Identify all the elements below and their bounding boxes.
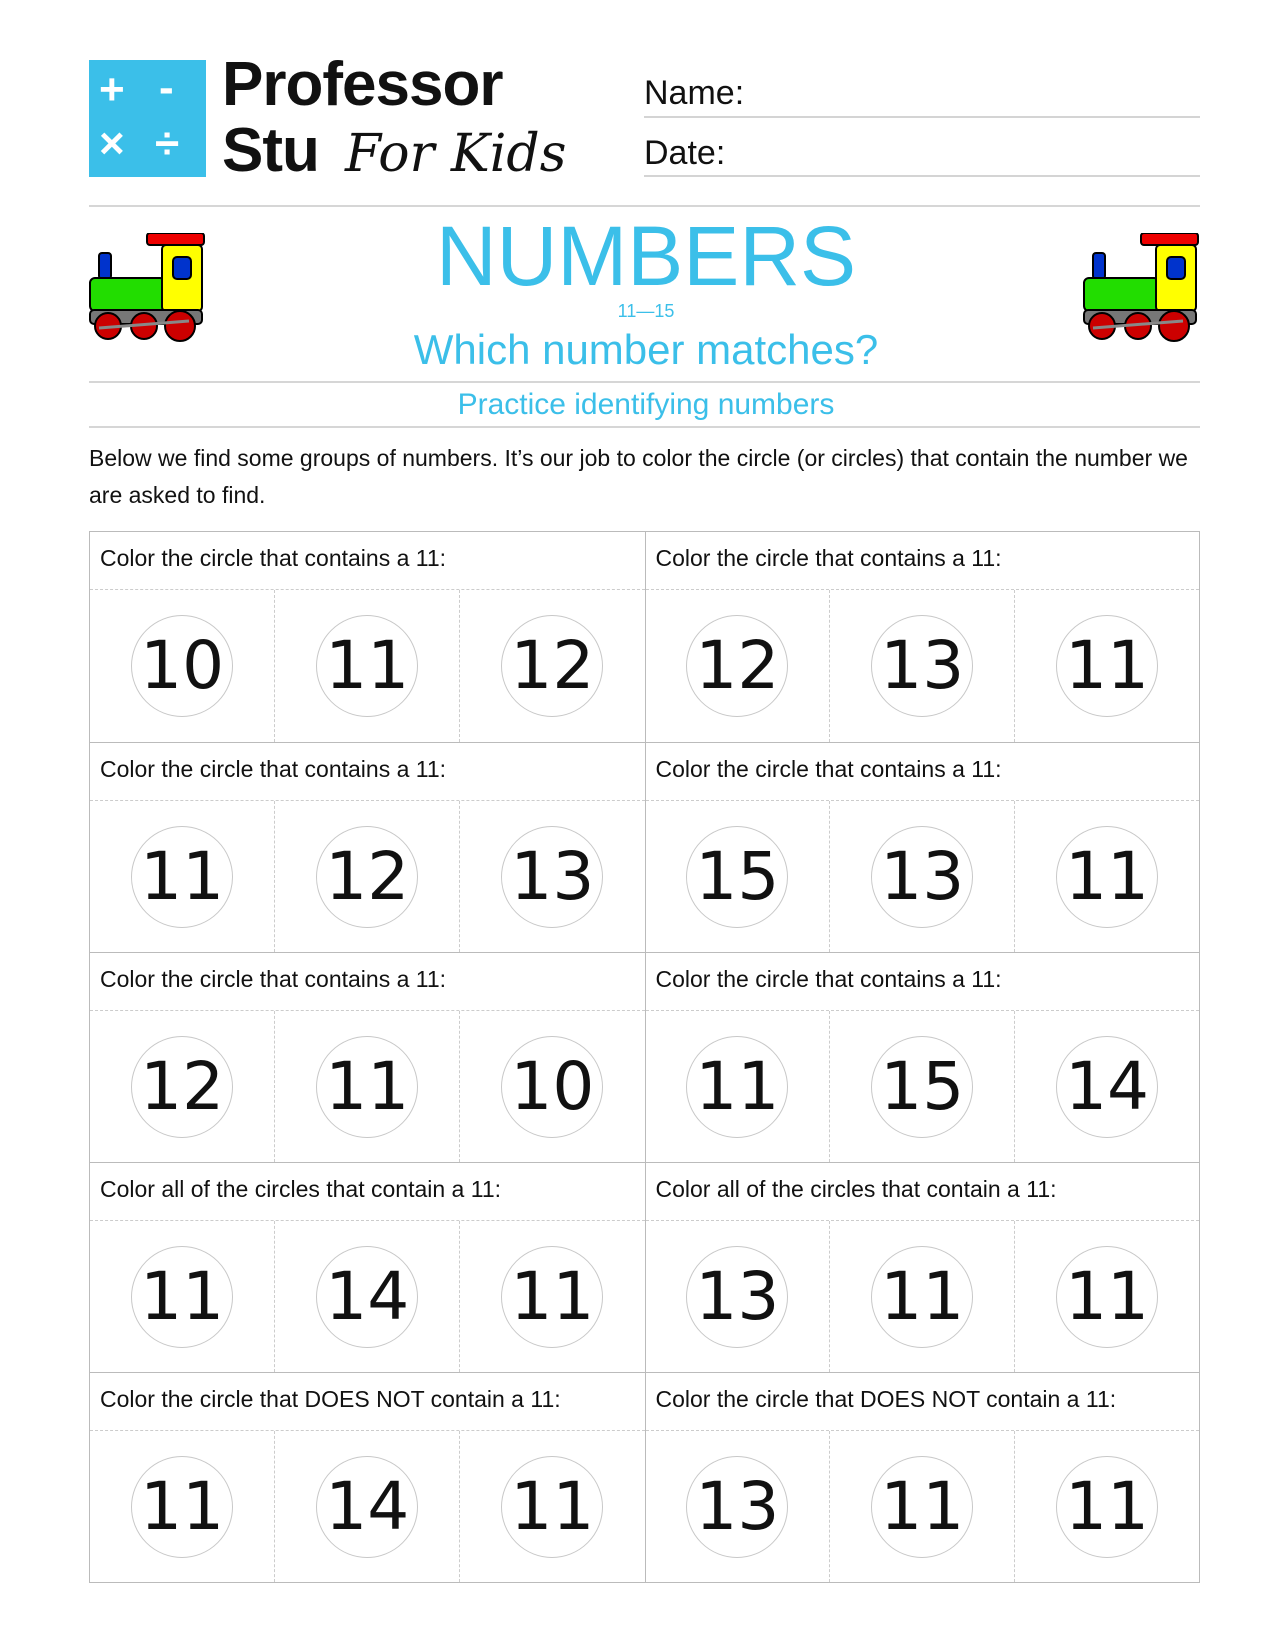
question-block — [90, 1163, 645, 1372]
plus-icon: + — [99, 65, 125, 114]
answer-cell — [829, 801, 1014, 952]
divider — [89, 426, 1200, 428]
answer-cell — [646, 1221, 830, 1372]
answer-cell — [274, 1431, 459, 1582]
question-block — [90, 532, 645, 742]
question-prompt: Color all of the circles that contain a 11: — [90, 1163, 645, 1221]
answer-cell — [90, 1221, 274, 1372]
answer-options — [90, 590, 645, 742]
answer-cell — [90, 801, 274, 952]
date-label: Date: — [644, 134, 726, 172]
answer-cell — [829, 1221, 1014, 1372]
question-block — [90, 743, 645, 952]
number-circle[interactable]: 14 — [1056, 1036, 1158, 1138]
number-circle[interactable]: 11 — [686, 1036, 788, 1138]
number-circle[interactable]: 15 — [871, 1036, 973, 1138]
question-heading: Which number matches? — [413, 326, 879, 373]
number-circle[interactable]: 12 — [131, 1036, 233, 1138]
number-circle[interactable]: 13 — [501, 826, 603, 928]
question-block — [645, 1163, 1200, 1372]
times-icon: × — [99, 119, 125, 168]
divider — [89, 381, 1200, 383]
question-prompt: Color the circle that DOES NOT contain a 11: — [90, 1373, 645, 1431]
brand-name: Professor — [222, 50, 503, 119]
number-circle[interactable]: 13 — [686, 1456, 788, 1558]
number-circle[interactable]: 11 — [1056, 615, 1158, 717]
answer-cell — [646, 801, 830, 952]
number-circle[interactable]: 11 — [871, 1246, 973, 1348]
answer-options — [646, 1221, 1200, 1372]
question-prompt: Color the circle that contains a 11: — [646, 532, 1200, 590]
number-circle[interactable]: 13 — [871, 826, 973, 928]
answer-cell — [829, 1431, 1014, 1582]
answer-cell — [1014, 590, 1199, 742]
logo-icon — [89, 60, 206, 177]
answer-options — [90, 1011, 645, 1162]
minus-icon: - — [159, 63, 174, 112]
answer-options — [90, 1221, 645, 1372]
number-circle[interactable]: 10 — [501, 1036, 603, 1138]
answer-cell — [274, 1221, 459, 1372]
answer-cell — [1014, 1431, 1199, 1582]
answer-cell — [459, 590, 644, 742]
answer-cell — [459, 801, 644, 952]
answer-cell — [90, 1431, 274, 1582]
question-prompt: Color all of the circles that contain a 11: — [646, 1163, 1200, 1221]
answer-cell — [1014, 801, 1199, 952]
date-field[interactable] — [644, 175, 1200, 177]
exercise-row — [90, 1162, 1199, 1372]
answer-cell — [1014, 1221, 1199, 1372]
answer-cell — [829, 1011, 1014, 1162]
question-block — [645, 953, 1200, 1162]
number-circle[interactable]: 13 — [871, 615, 973, 717]
question-block — [645, 532, 1200, 742]
number-circle[interactable]: 14 — [316, 1246, 418, 1348]
number-circle[interactable]: 11 — [871, 1456, 973, 1558]
answer-cell — [274, 590, 459, 742]
divide-icon: ÷ — [155, 119, 180, 168]
number-circle[interactable]: 11 — [131, 826, 233, 928]
train-icon — [1083, 233, 1200, 350]
answer-options — [90, 801, 645, 952]
number-circle[interactable]: 12 — [316, 826, 418, 928]
number-circle[interactable]: 11 — [1056, 1246, 1158, 1348]
question-prompt: Color the circle that DOES NOT contain a 11: — [646, 1373, 1200, 1431]
divider — [89, 205, 1200, 207]
exercise-row — [90, 1372, 1199, 1582]
exercise-row — [90, 532, 1199, 742]
question-prompt: Color the circle that contains a 11: — [646, 743, 1200, 801]
number-circle[interactable]: 11 — [316, 1036, 418, 1138]
number-circle[interactable]: 11 — [501, 1456, 603, 1558]
answer-cell — [646, 590, 830, 742]
answer-options — [646, 590, 1200, 742]
question-block — [645, 743, 1200, 952]
brand-script: For Kids — [345, 124, 567, 184]
answer-cell — [646, 1431, 830, 1582]
question-block — [90, 953, 645, 1162]
answer-cell — [90, 1011, 274, 1162]
exercise-row — [90, 952, 1199, 1162]
question-prompt: Color the circle that contains a 11: — [90, 743, 645, 801]
question-block — [645, 1373, 1200, 1582]
exercise-row — [90, 742, 1199, 952]
question-prompt: Color the circle that contains a 11: — [646, 953, 1200, 1011]
question-prompt: Color the circle that contains a 11: — [90, 532, 645, 590]
answer-cell — [1014, 1011, 1199, 1162]
exercise-grid — [89, 531, 1200, 1583]
number-circle[interactable]: 11 — [1056, 826, 1158, 928]
train-icon — [89, 233, 206, 350]
number-circle[interactable]: 11 — [501, 1246, 603, 1348]
subtitle: Practice identifying numbers — [457, 388, 835, 421]
answer-cell — [459, 1011, 644, 1162]
name-field[interactable] — [644, 116, 1200, 118]
answer-options — [90, 1431, 645, 1582]
number-circle[interactable]: 12 — [686, 615, 788, 717]
brand-name-2: Stu — [222, 116, 319, 185]
number-circle[interactable]: 11 — [131, 1246, 233, 1348]
answer-cell — [90, 590, 274, 742]
number-circle[interactable]: 11 — [131, 1456, 233, 1558]
name-label: Name: — [644, 74, 745, 112]
answer-options — [646, 801, 1200, 952]
number-circle[interactable]: 13 — [686, 1246, 788, 1348]
answer-options — [646, 1011, 1200, 1162]
answer-cell — [274, 1011, 459, 1162]
number-range: 11—15 — [617, 301, 675, 321]
number-circle[interactable]: 12 — [501, 615, 603, 717]
answer-cell — [274, 801, 459, 952]
number-circle[interactable]: 10 — [131, 615, 233, 717]
question-prompt: Color the circle that contains a 11: — [90, 953, 645, 1011]
answer-options — [646, 1431, 1200, 1582]
answer-cell — [459, 1431, 644, 1582]
number-circle[interactable]: 11 — [316, 615, 418, 717]
answer-cell — [646, 1011, 830, 1162]
instructions: Below we find some groups of numbers. It’s our job to color the circle (or circles) that contain the number we are asked to find. — [89, 445, 1188, 508]
number-circle[interactable]: 14 — [316, 1456, 418, 1558]
number-circle[interactable]: 11 — [1056, 1456, 1158, 1558]
number-circle[interactable]: 15 — [686, 826, 788, 928]
answer-cell — [459, 1221, 644, 1372]
question-block — [90, 1373, 645, 1582]
page-title: NUMBERS — [435, 209, 857, 303]
answer-cell — [829, 590, 1014, 742]
